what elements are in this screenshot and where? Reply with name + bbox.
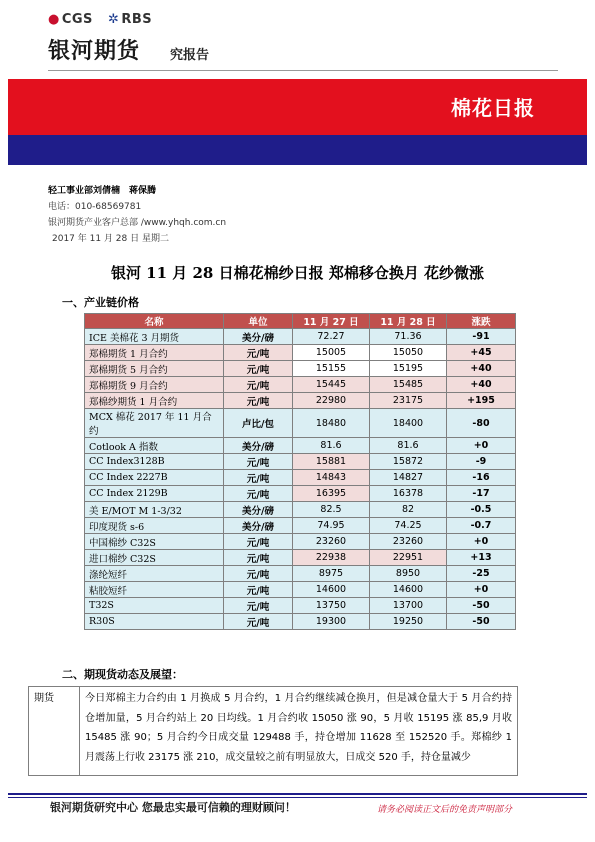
website-line: 银河期货产业客户总部 /www.yhqh.com.cn <box>48 218 227 228</box>
cell-date2: 71.36 <box>370 329 447 345</box>
footer-divider <box>8 793 587 795</box>
cell-name: 中国棉纱 C32S <box>85 534 224 550</box>
footer-slogan: 银河期货研究中心 您最忠实最可信赖的理财顾问！ <box>50 801 296 814</box>
date-line: 2017 年 11 月 28 日 星期二 <box>52 234 169 244</box>
cell-unit: 元/吨 <box>224 377 293 393</box>
table-row <box>85 614 516 630</box>
cell-name: Cotlook A 指数 <box>85 438 224 454</box>
cell-change: +40 <box>447 361 516 377</box>
cell-name: CC Index 2129B <box>85 486 224 502</box>
table-row <box>85 377 516 393</box>
cell-change: +13 <box>447 550 516 566</box>
cell-change: -16 <box>447 470 516 486</box>
col-header-date2: 11 月 28 日 <box>370 314 447 329</box>
table-row <box>85 598 516 614</box>
page-title: 银河 11 月 28 日棉花棉纱日报 郑棉移仓换月 花纱微涨 <box>110 264 485 282</box>
cell-change: +45 <box>447 345 516 361</box>
cell-unit: 元/吨 <box>224 393 293 409</box>
cell-change: -0.7 <box>447 518 516 534</box>
cell-unit: 元/吨 <box>224 361 293 377</box>
table-header-row <box>85 314 516 329</box>
table-row <box>85 438 516 454</box>
cell-name: 美 E/MOT M 1-3/32 <box>85 502 224 518</box>
cell-date2: 74.25 <box>370 518 447 534</box>
cell-change: -9 <box>447 454 516 470</box>
header-divider <box>48 70 558 71</box>
col-header-date1: 11 月 27 日 <box>293 314 370 329</box>
report-title: 棉花日报 <box>451 96 535 120</box>
cell-unit: 美分/磅 <box>224 518 293 534</box>
cell-date1: 14843 <box>293 470 370 486</box>
cell-unit: 元/吨 <box>224 486 293 502</box>
cell-unit: 元/吨 <box>224 534 293 550</box>
table-row <box>85 470 516 486</box>
section-heading-prices: 一、产业链价格 <box>62 296 139 309</box>
outlook-text: 今日郑棉主力合约由 1 月换成 5 月合约，1 月合约继续减仓换月，但是减仓量大于 5 月合约持仓增加量，5 月合约站上 20 日均线。1 月合约收 15050 涨 90，5 月收 15195 涨 85,9 月收 15485 涨 90；5 月合约今日成交量 129488 手，持仓增加 11628 至 152520 手。郑棉纱 1 月震荡上行收 23175 涨 210，成交量较之前有明显放大，日成交 520 手，持仓量减少 <box>80 687 518 776</box>
cell-change: -50 <box>447 614 516 630</box>
cell-date1: 22938 <box>293 550 370 566</box>
table-row <box>85 409 516 438</box>
cell-unit: 元/吨 <box>224 598 293 614</box>
cell-name: 郑棉期货 1 月合约 <box>85 345 224 361</box>
cell-date2: 23260 <box>370 534 447 550</box>
cgs-logo-icon: ● <box>48 12 60 27</box>
cell-change: -50 <box>447 598 516 614</box>
table-row <box>85 502 516 518</box>
table-row <box>85 393 516 409</box>
cell-unit: 元/吨 <box>224 470 293 486</box>
outlook-label: 期货 <box>29 687 80 776</box>
cell-change: +0 <box>447 534 516 550</box>
cell-date1: 8975 <box>293 566 370 582</box>
table-row <box>85 582 516 598</box>
cell-date1: 15005 <box>293 345 370 361</box>
table-row <box>85 454 516 470</box>
section-heading-outlook: 二、期现货动态及展望： <box>62 668 183 681</box>
cell-change: -0.5 <box>447 502 516 518</box>
cell-date1: 72.27 <box>293 329 370 345</box>
cell-date2: 22951 <box>370 550 447 566</box>
price-table <box>84 313 516 630</box>
table-row <box>85 518 516 534</box>
cell-date1: 15445 <box>293 377 370 393</box>
cell-name: ICE 美棉花 3 月期货 <box>85 329 224 345</box>
cell-date2: 8950 <box>370 566 447 582</box>
cell-date1: 22980 <box>293 393 370 409</box>
cell-unit: 元/吨 <box>224 550 293 566</box>
cell-date2: 19250 <box>370 614 447 630</box>
cell-date1: 82.5 <box>293 502 370 518</box>
cell-name: 郑棉纱期货 1 月合约 <box>85 393 224 409</box>
cell-date2: 81.6 <box>370 438 447 454</box>
cell-change: +40 <box>447 377 516 393</box>
cell-date2: 23175 <box>370 393 447 409</box>
cell-name: R30S <box>85 614 224 630</box>
cell-change: +0 <box>447 582 516 598</box>
table-row <box>85 361 516 377</box>
cell-date1: 81.6 <box>293 438 370 454</box>
logo-cgs-text: CGS <box>61 12 93 27</box>
cell-name: T32S <box>85 598 224 614</box>
outlook-row <box>29 687 518 776</box>
logo-rbs-text: RBS <box>121 12 153 27</box>
cell-date2: 18400 <box>370 409 447 438</box>
cell-date1: 15155 <box>293 361 370 377</box>
phone-line: 电话：010-68569781 <box>48 202 142 212</box>
cell-date2: 15485 <box>370 377 447 393</box>
cell-name: 进口棉纱 C32S <box>85 550 224 566</box>
cell-change: +0 <box>447 438 516 454</box>
cell-date1: 15881 <box>293 454 370 470</box>
cell-name: CC Index 2227B <box>85 470 224 486</box>
cell-unit: 美分/磅 <box>224 502 293 518</box>
cell-unit: 元/吨 <box>224 582 293 598</box>
cell-date1: 13750 <box>293 598 370 614</box>
cell-date2: 14600 <box>370 582 447 598</box>
cell-date2: 15050 <box>370 345 447 361</box>
footer-disclaimer: 请务必阅读正文后的免责声明部分 <box>377 805 513 815</box>
cell-date1: 74.95 <box>293 518 370 534</box>
cell-date1: 23260 <box>293 534 370 550</box>
table-row <box>85 534 516 550</box>
cell-date1: 14600 <box>293 582 370 598</box>
blue-banner <box>8 135 587 165</box>
cell-unit: 元/吨 <box>224 345 293 361</box>
cell-unit: 元/吨 <box>224 614 293 630</box>
cell-date2: 15195 <box>370 361 447 377</box>
table-row <box>85 566 516 582</box>
cell-unit: 卢比/包 <box>224 409 293 438</box>
cell-change: -91 <box>447 329 516 345</box>
cell-unit: 元/吨 <box>224 566 293 582</box>
cell-name: 粘胶短纤 <box>85 582 224 598</box>
cell-date2: 13700 <box>370 598 447 614</box>
logo-top <box>48 12 152 27</box>
rbs-logo-icon: ✲ <box>107 12 120 27</box>
cell-change: -80 <box>447 409 516 438</box>
cell-date2: 82 <box>370 502 447 518</box>
cell-name: 郑棉期货 9 月合约 <box>85 377 224 393</box>
cell-date2: 15872 <box>370 454 447 470</box>
table-row <box>85 329 516 345</box>
company-name: 银河期货 <box>48 39 141 64</box>
cell-date1: 16395 <box>293 486 370 502</box>
col-header-unit: 单位 <box>224 314 293 329</box>
cell-name: 涤纶短纤 <box>85 566 224 582</box>
cell-date2: 16378 <box>370 486 447 502</box>
cell-change: -25 <box>447 566 516 582</box>
cell-change: -17 <box>447 486 516 502</box>
cell-name: CC Index3128B <box>85 454 224 470</box>
cell-name: MCX 棉花 2017 年 11 月合约 <box>85 409 224 438</box>
cell-date1: 18480 <box>293 409 370 438</box>
col-header-change: 涨跌 <box>447 314 516 329</box>
cell-date2: 14827 <box>370 470 447 486</box>
author-line: 轻工事业部刘倩楠 蒋保腾 <box>48 186 157 196</box>
table-row <box>85 345 516 361</box>
footer-divider-thin <box>8 797 587 798</box>
cell-change: +195 <box>447 393 516 409</box>
outlook-table <box>28 686 518 776</box>
cell-date1: 19300 <box>293 614 370 630</box>
cell-name: 印度现货 s-6 <box>85 518 224 534</box>
report-type: 究报告 <box>170 48 210 63</box>
cell-unit: 美分/磅 <box>224 329 293 345</box>
table-row <box>85 550 516 566</box>
cell-unit: 元/吨 <box>224 454 293 470</box>
col-header-name: 名称 <box>85 314 224 329</box>
table-row <box>85 486 516 502</box>
cell-name: 郑棉期货 5 月合约 <box>85 361 224 377</box>
cell-unit: 美分/磅 <box>224 438 293 454</box>
